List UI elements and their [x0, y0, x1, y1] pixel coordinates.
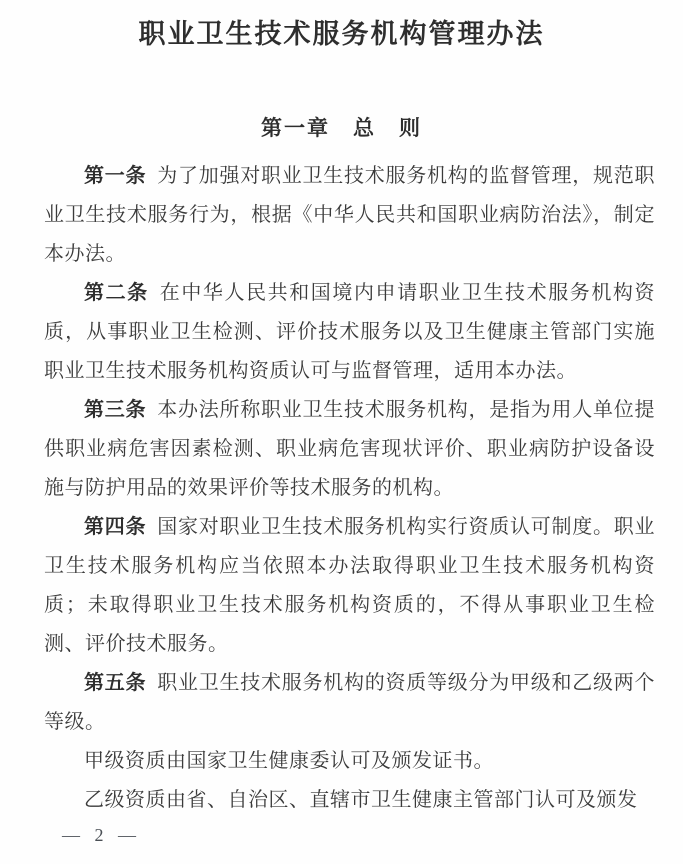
document-title: 职业卫生技术服务机构管理办法: [138, 19, 545, 49]
article-number: 第二条: [84, 282, 149, 304]
article-number: 第一条: [84, 165, 147, 187]
article-paragraph: [44, 157, 655, 274]
article-paragraph: [44, 274, 655, 391]
article-paragraph: [44, 391, 655, 508]
article-number: 第四条: [84, 516, 147, 538]
chapter-heading: 第一章 总 则: [261, 116, 422, 140]
page-number: — 2 —: [62, 825, 141, 845]
article-number: 第五条: [84, 672, 147, 694]
article-number: 第三条: [84, 399, 147, 421]
article-text: 乙级资质由省、自治区、直辖市卫生健康主管部门认可及颁发: [84, 789, 638, 811]
article-paragraph: [44, 664, 655, 742]
article-paragraph: [44, 508, 655, 664]
document-body: [0, 157, 683, 820]
article-paragraph: [44, 742, 655, 781]
article-text: 为了加强对职业卫生技术服务机构的监督管理，规范职业卫生技术服务行为，根据《中华人民共和国职业病防治法》，制定本办法。: [44, 165, 655, 265]
article-text: 国家对职业卫生技术服务机构实行资质认可制度。职业卫生技术服务机构应当依照本办法取得职业卫生技术服务机构资质；未取得职业卫生技术服务机构资质的，不得从事职业卫生检测、评价技术服务。: [44, 516, 655, 655]
article-text: 职业卫生技术服务机构的资质等级分为甲级和乙级两个等级。: [44, 672, 655, 733]
article-text: 在中华人民共和国境内申请职业卫生技术服务机构资质，从事职业卫生检测、评价技术服务以及卫生健康主管部门实施职业卫生技术服务机构资质认可与监督管理，适用本办法。: [44, 282, 656, 382]
article-text: 甲级资质由国家卫生健康委认可及颁发证书。: [84, 750, 494, 772]
article-text: 本办法所称职业卫生技术服务机构，是指为用人单位提供职业病危害因素检测、职业病危害现状评价、职业病防护设备设施与防护用品的效果评价等技术服务的机构。: [44, 399, 655, 499]
article-paragraph: [44, 781, 655, 820]
